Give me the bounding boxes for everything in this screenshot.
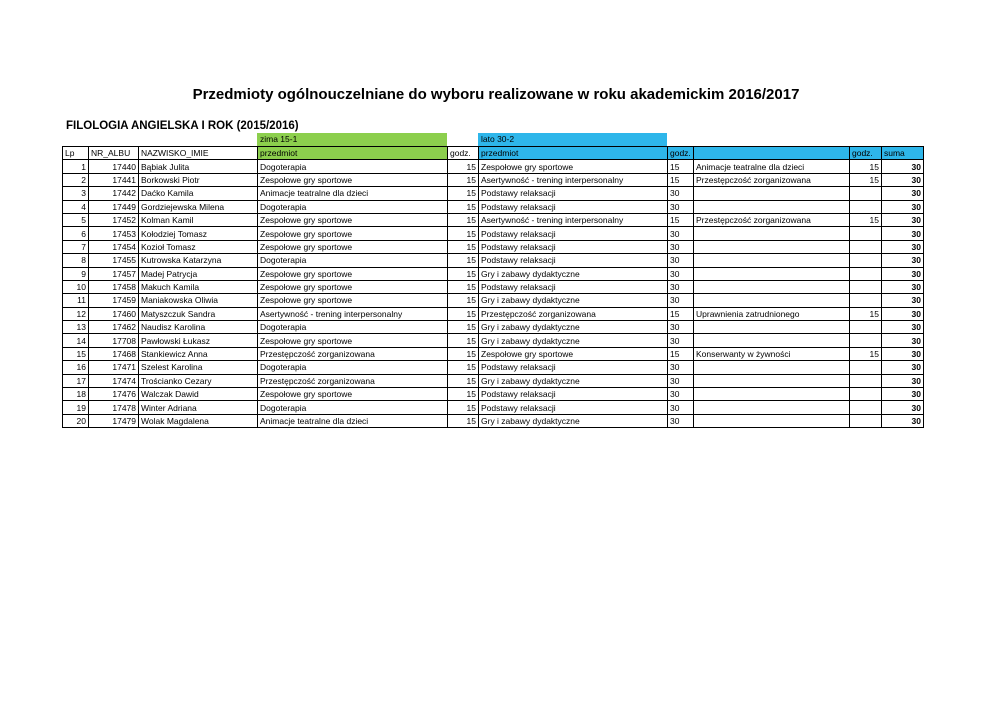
cell-nr-albumu: 17478 (89, 401, 139, 414)
section-title: FILOLOGIA ANGIELSKA I ROK (2015/2016) (66, 120, 299, 132)
cell-extra-hours (850, 187, 882, 200)
cell-lp: 5 (63, 213, 89, 226)
cell-name: Kolman Kamil (139, 213, 258, 226)
cell-extra-hours (850, 280, 882, 293)
cell-summer-hours: 30 (668, 227, 694, 240)
table-row (63, 374, 924, 387)
cell-extra-subject (694, 294, 850, 307)
cell-nr-albumu: 17457 (89, 267, 139, 280)
cell-winter-subject: Dogoterapia (258, 401, 448, 414)
cell-lp: 3 (63, 187, 89, 200)
cell-lp: 13 (63, 321, 89, 334)
cell-lp: 18 (63, 388, 89, 401)
table-header-row (63, 147, 924, 160)
cell-nr-albumu: 17471 (89, 361, 139, 374)
cell-winter-subject: Dogoterapia (258, 160, 448, 173)
cell-total: 30 (882, 374, 924, 387)
cell-summer-hours: 30 (668, 401, 694, 414)
cell-summer-subject: Podstawy relaksacji (479, 361, 668, 374)
cell-extra-subject: Przestępczość zorganizowana (694, 213, 850, 226)
table-row (63, 388, 924, 401)
cell-summer-hours: 30 (668, 294, 694, 307)
table-row (63, 307, 924, 320)
cell-winter-subject: Zespołowe gry sportowe (258, 213, 448, 226)
cell-extra-hours (850, 294, 882, 307)
cell-winter-subject: Zespołowe gry sportowe (258, 294, 448, 307)
cell-total: 30 (882, 334, 924, 347)
cell-summer-subject: Gry i zabawy dydaktyczne (479, 334, 668, 347)
cell-extra-hours: 15 (850, 160, 882, 173)
page-title: Przedmioty ogólnouczelniane do wyboru realizowane w roku akademickim 2016/2017 (192, 86, 800, 103)
cell-lp: 7 (63, 240, 89, 253)
cell-extra-subject (694, 267, 850, 280)
cell-lp: 14 (63, 334, 89, 347)
table-row (63, 361, 924, 374)
cell-winter-subject: Zespołowe gry sportowe (258, 334, 448, 347)
cell-nr-albumu: 17458 (89, 280, 139, 293)
cell-name: Kutrowska Katarzyna (139, 254, 258, 267)
cell-extra-hours (850, 334, 882, 347)
cell-lp: 16 (63, 361, 89, 374)
cell-total: 30 (882, 414, 924, 427)
cell-name: Bąbiak Julita (139, 160, 258, 173)
cell-summer-subject: Gry i zabawy dydaktyczne (479, 294, 668, 307)
cell-summer-subject: Podstawy relaksacji (479, 240, 668, 253)
cell-winter-hours: 15 (448, 334, 479, 347)
cell-total: 30 (882, 294, 924, 307)
cell-total: 30 (882, 388, 924, 401)
cell-summer-hours: 30 (668, 267, 694, 280)
cell-nr-albumu: 17441 (89, 173, 139, 186)
cell-winter-subject: Zespołowe gry sportowe (258, 227, 448, 240)
student-subject-table (62, 146, 924, 428)
cell-lp: 8 (63, 254, 89, 267)
cell-winter-hours: 15 (448, 187, 479, 200)
cell-nr-albumu: 17455 (89, 254, 139, 267)
cell-summer-hours: 30 (668, 388, 694, 401)
header-total: suma (882, 147, 924, 160)
table-row (63, 213, 924, 226)
cell-lp: 17 (63, 374, 89, 387)
cell-summer-hours: 15 (668, 347, 694, 360)
cell-summer-subject: Gry i zabawy dydaktyczne (479, 374, 668, 387)
cell-summer-hours: 30 (668, 334, 694, 347)
cell-lp: 6 (63, 227, 89, 240)
cell-name: Kozioł Tomasz (139, 240, 258, 253)
cell-summer-subject: Gry i zabawy dydaktyczne (479, 321, 668, 334)
cell-summer-hours: 30 (668, 280, 694, 293)
header-winter-subject: przedmiot (258, 147, 448, 160)
cell-nr-albumu: 17440 (89, 160, 139, 173)
cell-extra-hours (850, 361, 882, 374)
cell-total: 30 (882, 240, 924, 253)
cell-extra-subject (694, 321, 850, 334)
table-row (63, 227, 924, 240)
cell-nr-albumu: 17476 (89, 388, 139, 401)
cell-winter-subject: Dogoterapia (258, 321, 448, 334)
cell-total: 30 (882, 401, 924, 414)
cell-name: Pawłowski Łukasz (139, 334, 258, 347)
cell-nr-albumu: 17449 (89, 200, 139, 213)
cell-summer-hours: 15 (668, 173, 694, 186)
cell-winter-subject: Przestępczość zorganizowana (258, 347, 448, 360)
cell-extra-subject (694, 227, 850, 240)
cell-total: 30 (882, 321, 924, 334)
cell-name: Makuch Kamila (139, 280, 258, 293)
cell-winter-subject: Zespołowe gry sportowe (258, 388, 448, 401)
cell-winter-subject: Asertywność - trening interpersonalny (258, 307, 448, 320)
cell-lp: 4 (63, 200, 89, 213)
cell-summer-subject: Podstawy relaksacji (479, 280, 668, 293)
header-extra-hours: godz. (850, 147, 882, 160)
cell-summer-hours: 30 (668, 374, 694, 387)
cell-nr-albumu: 17708 (89, 334, 139, 347)
header-nr-albumu: NR_ALBU (89, 147, 139, 160)
cell-summer-hours: 15 (668, 307, 694, 320)
cell-nr-albumu: 17454 (89, 240, 139, 253)
cell-winter-hours: 15 (448, 374, 479, 387)
header-name: NAZWISKO_IMIE (139, 147, 258, 160)
cell-summer-hours: 30 (668, 240, 694, 253)
cell-summer-subject: Podstawy relaksacji (479, 388, 668, 401)
winter-semester-label: zima 15-1 (257, 133, 447, 146)
cell-winter-subject: Zespołowe gry sportowe (258, 173, 448, 186)
cell-lp: 15 (63, 347, 89, 360)
cell-nr-albumu: 17474 (89, 374, 139, 387)
cell-extra-hours (850, 374, 882, 387)
cell-lp: 12 (63, 307, 89, 320)
cell-winter-hours: 15 (448, 213, 479, 226)
cell-name: Kołodziej Tomasz (139, 227, 258, 240)
cell-lp: 2 (63, 173, 89, 186)
cell-total: 30 (882, 227, 924, 240)
cell-nr-albumu: 17479 (89, 414, 139, 427)
cell-total: 30 (882, 361, 924, 374)
cell-extra-subject (694, 240, 850, 253)
cell-extra-subject (694, 388, 850, 401)
cell-name: Szelest Karolina (139, 361, 258, 374)
cell-nr-albumu: 17452 (89, 213, 139, 226)
cell-summer-subject: Gry i zabawy dydaktyczne (479, 267, 668, 280)
cell-extra-hours (850, 240, 882, 253)
cell-summer-subject: Podstawy relaksacji (479, 401, 668, 414)
table-row (63, 347, 924, 360)
cell-extra-hours (850, 388, 882, 401)
cell-extra-hours (850, 267, 882, 280)
cell-total: 30 (882, 213, 924, 226)
cell-summer-subject: Zespołowe gry sportowe (479, 347, 668, 360)
table-row (63, 294, 924, 307)
cell-winter-subject: Dogoterapia (258, 200, 448, 213)
cell-winter-hours: 15 (448, 294, 479, 307)
cell-extra-subject: Uprawnienia zatrudnionego (694, 307, 850, 320)
cell-winter-subject: Zespołowe gry sportowe (258, 267, 448, 280)
header-winter-hours: godz. (448, 147, 479, 160)
cell-total: 30 (882, 307, 924, 320)
cell-winter-hours: 15 (448, 227, 479, 240)
cell-winter-hours: 15 (448, 240, 479, 253)
cell-summer-subject: Asertywność - trening interpersonalny (479, 213, 668, 226)
cell-summer-hours: 30 (668, 321, 694, 334)
cell-extra-subject: Przestępczość zorganizowana (694, 173, 850, 186)
table-row (63, 334, 924, 347)
cell-summer-hours: 15 (668, 160, 694, 173)
cell-summer-subject: Przestępczość zorganizowana (479, 307, 668, 320)
cell-extra-subject (694, 414, 850, 427)
cell-summer-subject: Podstawy relaksacji (479, 187, 668, 200)
cell-winter-hours: 15 (448, 254, 479, 267)
cell-name: Wolak Magdalena (139, 414, 258, 427)
cell-total: 30 (882, 254, 924, 267)
cell-winter-hours: 15 (448, 361, 479, 374)
cell-nr-albumu: 17459 (89, 294, 139, 307)
cell-lp: 10 (63, 280, 89, 293)
table-body (63, 160, 924, 428)
cell-extra-subject: Animacje teatralne dla dzieci (694, 160, 850, 173)
cell-winter-hours: 15 (448, 401, 479, 414)
cell-summer-subject: Gry i zabawy dydaktyczne (479, 414, 668, 427)
cell-winter-hours: 15 (448, 173, 479, 186)
cell-winter-hours: 15 (448, 388, 479, 401)
table-row (63, 401, 924, 414)
cell-total: 30 (882, 173, 924, 186)
cell-winter-subject: Zespołowe gry sportowe (258, 240, 448, 253)
cell-winter-hours: 15 (448, 200, 479, 213)
table-row (63, 414, 924, 427)
cell-total: 30 (882, 267, 924, 280)
cell-nr-albumu: 17462 (89, 321, 139, 334)
cell-extra-subject (694, 374, 850, 387)
cell-summer-hours: 30 (668, 200, 694, 213)
cell-winter-hours: 15 (448, 280, 479, 293)
table-row (63, 200, 924, 213)
header-summer-hours: godz. (668, 147, 694, 160)
cell-winter-subject: Dogoterapia (258, 254, 448, 267)
cell-name: Stankiewicz Anna (139, 347, 258, 360)
cell-name: Madej Patrycja (139, 267, 258, 280)
cell-extra-subject (694, 361, 850, 374)
cell-lp: 19 (63, 401, 89, 414)
table-row (63, 267, 924, 280)
cell-summer-subject: Asertywność - trening interpersonalny (479, 173, 668, 186)
cell-extra-hours (850, 414, 882, 427)
cell-extra-subject (694, 334, 850, 347)
summer-semester-label: lato 30-2 (478, 133, 667, 146)
cell-summer-subject: Podstawy relaksacji (479, 227, 668, 240)
cell-extra-hours (850, 200, 882, 213)
cell-name: Maniakowska Oliwia (139, 294, 258, 307)
table-row (63, 160, 924, 173)
cell-winter-hours: 15 (448, 347, 479, 360)
header-summer-subject: przedmiot (479, 147, 668, 160)
cell-nr-albumu: 17460 (89, 307, 139, 320)
header-lp: Lp (63, 147, 89, 160)
cell-extra-hours: 15 (850, 307, 882, 320)
cell-extra-hours (850, 227, 882, 240)
cell-nr-albumu: 17453 (89, 227, 139, 240)
cell-summer-hours: 15 (668, 213, 694, 226)
cell-name: Winter Adriana (139, 401, 258, 414)
cell-extra-subject (694, 280, 850, 293)
table-row (63, 173, 924, 186)
cell-extra-hours: 15 (850, 213, 882, 226)
table-row (63, 321, 924, 334)
cell-winter-hours: 15 (448, 414, 479, 427)
cell-winter-subject: Dogoterapia (258, 361, 448, 374)
cell-winter-subject: Animacje teatralne dla dzieci (258, 187, 448, 200)
cell-summer-hours: 30 (668, 414, 694, 427)
cell-lp: 11 (63, 294, 89, 307)
cell-lp: 1 (63, 160, 89, 173)
table-row (63, 254, 924, 267)
cell-extra-hours: 15 (850, 173, 882, 186)
cell-total: 30 (882, 280, 924, 293)
cell-extra-subject (694, 401, 850, 414)
cell-extra-subject (694, 254, 850, 267)
cell-winter-subject: Animacje teatralne dla dzieci (258, 414, 448, 427)
cell-name: Borkowski Piotr (139, 173, 258, 186)
cell-total: 30 (882, 200, 924, 213)
cell-summer-subject: Zespołowe gry sportowe (479, 160, 668, 173)
header-extra-subject (694, 147, 850, 160)
cell-summer-subject: Podstawy relaksacji (479, 254, 668, 267)
cell-total: 30 (882, 347, 924, 360)
cell-extra-subject (694, 200, 850, 213)
cell-name: Gordziejewska Milena (139, 200, 258, 213)
cell-summer-hours: 30 (668, 361, 694, 374)
cell-winter-subject: Zespołowe gry sportowe (258, 280, 448, 293)
cell-summer-hours: 30 (668, 187, 694, 200)
table-row (63, 280, 924, 293)
cell-name: Naudisz Karolina (139, 321, 258, 334)
cell-winter-subject: Przestępczość zorganizowana (258, 374, 448, 387)
cell-total: 30 (882, 187, 924, 200)
cell-name: Walczak Dawid (139, 388, 258, 401)
cell-winter-hours: 15 (448, 307, 479, 320)
cell-winter-hours: 15 (448, 321, 479, 334)
cell-summer-hours: 30 (668, 254, 694, 267)
cell-name: Daćko Kamila (139, 187, 258, 200)
table-row (63, 187, 924, 200)
cell-name: Matyszczuk Sandra (139, 307, 258, 320)
cell-extra-subject (694, 187, 850, 200)
cell-summer-subject: Podstawy relaksacji (479, 200, 668, 213)
cell-nr-albumu: 17442 (89, 187, 139, 200)
cell-total: 30 (882, 160, 924, 173)
cell-lp: 9 (63, 267, 89, 280)
cell-winter-hours: 15 (448, 267, 479, 280)
cell-extra-hours (850, 401, 882, 414)
cell-extra-hours (850, 321, 882, 334)
cell-lp: 20 (63, 414, 89, 427)
cell-nr-albumu: 17468 (89, 347, 139, 360)
cell-extra-subject: Konserwanty w żywności (694, 347, 850, 360)
cell-extra-hours: 15 (850, 347, 882, 360)
cell-name: Trościanko Cezary (139, 374, 258, 387)
cell-winter-hours: 15 (448, 160, 479, 173)
table-row (63, 240, 924, 253)
cell-extra-hours (850, 254, 882, 267)
